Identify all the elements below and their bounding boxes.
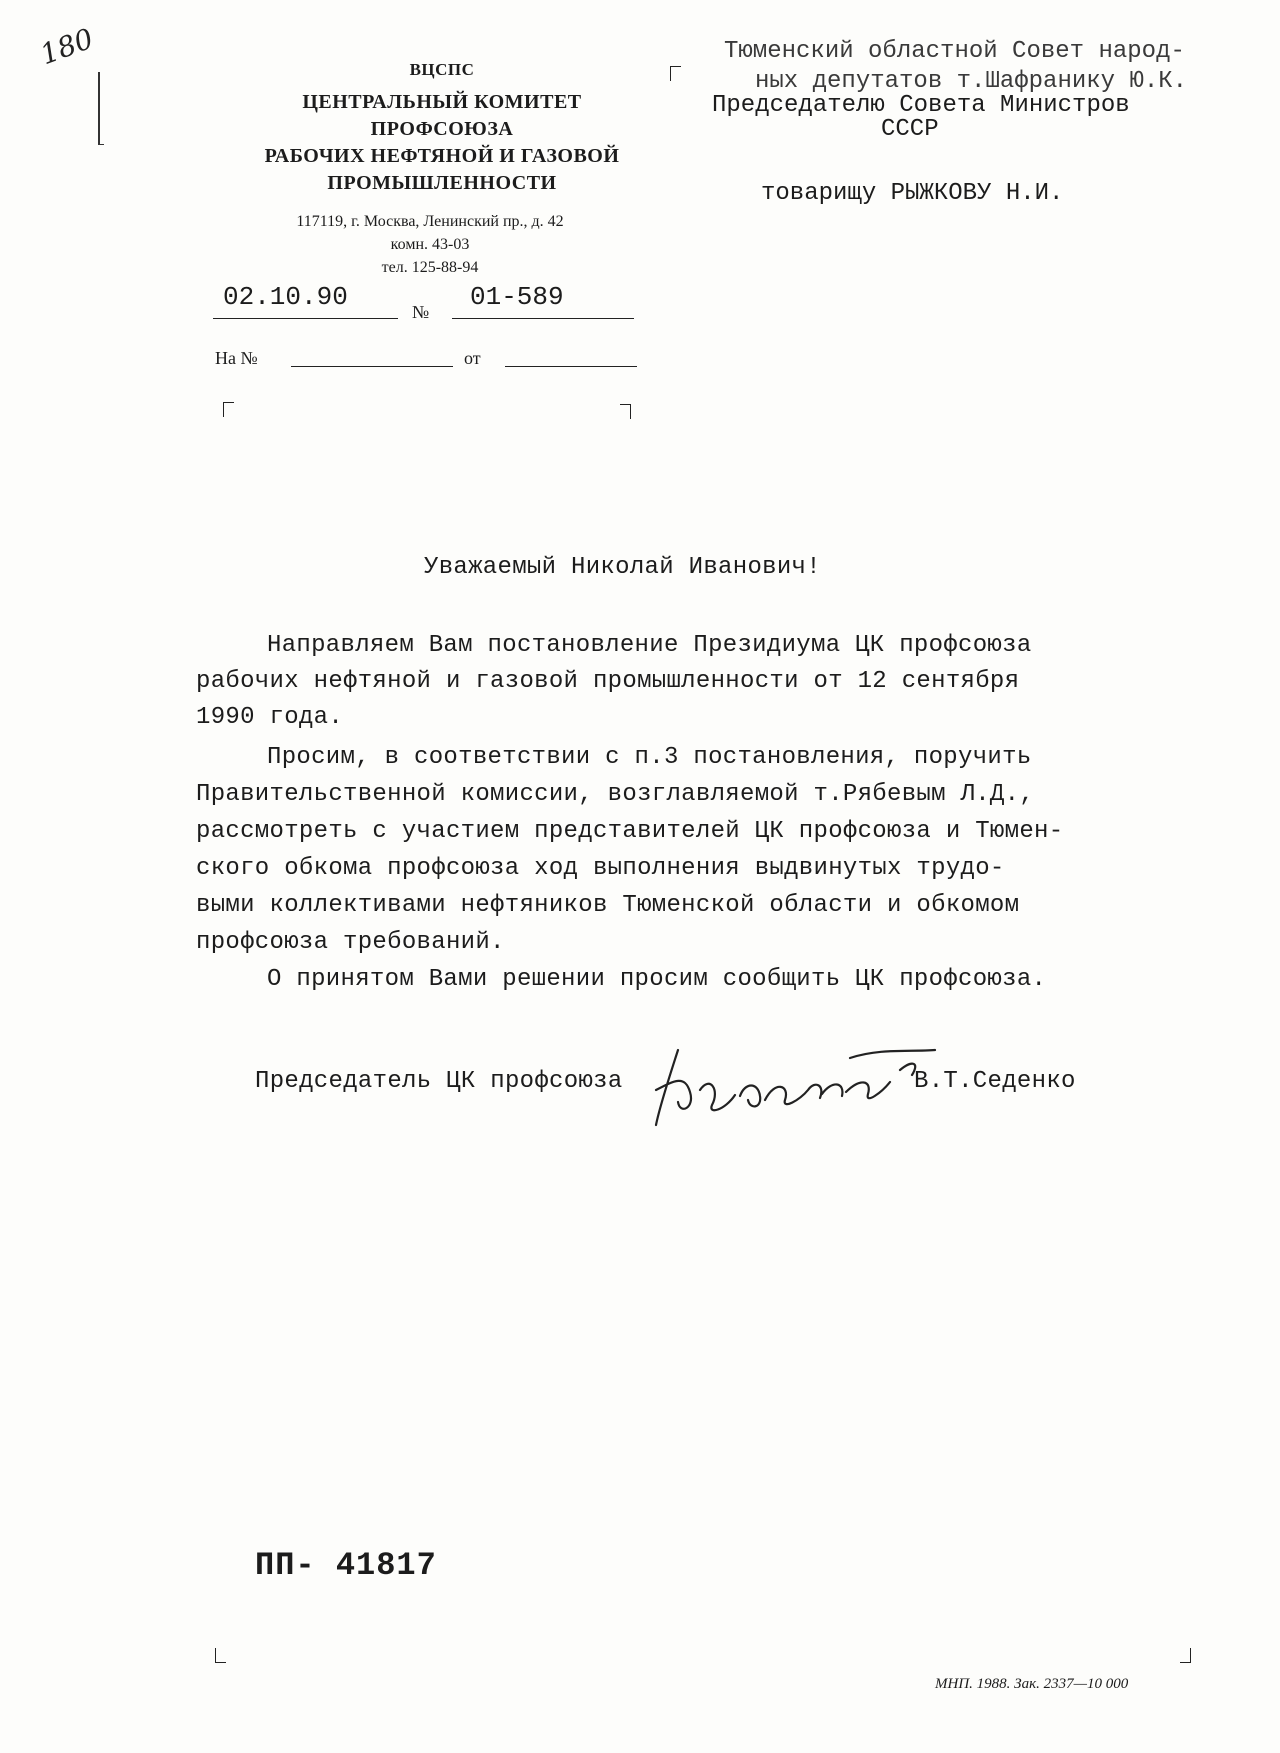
paragraph-1-line-1: Направляем Вам постановление Президиума ЦК профсоюза [267, 632, 1032, 659]
corner-mark-top-left [223, 402, 234, 417]
org-phone: тел. 125-88-94 [381, 259, 479, 276]
org-name-line-4: ПРОМЫШЛЕННОСТИ [327, 172, 557, 194]
signatory-title: Председатель ЦК профсоюза [255, 1068, 623, 1095]
number-underline [452, 318, 634, 319]
handwritten-mark: 180 [35, 21, 98, 72]
paragraph-2-line-4: ского обкома профсоюза ход выполнения выдвинутых трудо- [196, 855, 1005, 882]
number-label: № [412, 302, 430, 322]
org-name-line-1: ЦЕНТРАЛЬНЫЙ КОМИТЕТ [302, 91, 582, 113]
paragraph-2-line-6: профсоюза требований. [196, 929, 505, 956]
reply-from-label: от [464, 348, 481, 368]
paragraph-1-line-3: 1990 года. [196, 704, 344, 731]
corner-mark-top-right [620, 404, 631, 419]
document-date: 02.10.90 [223, 282, 348, 312]
corner-mark-addressee [670, 66, 681, 81]
addressee-line-3: товарищу РЫЖКОВУ Н.И. [761, 180, 1064, 207]
reply-to-underline [291, 366, 453, 367]
registration-number: ПП- 41817 [255, 1547, 437, 1584]
org-address: 117119, г. Москва, Ленинский пр., д. 42 [296, 213, 564, 230]
reply-to-label: На № [215, 348, 258, 368]
corner-mark-bottom-right [1180, 1648, 1191, 1663]
paragraph-2-line-2: Правительственной комиссии, возглавляемой т.Рябевым Л.Д., [196, 781, 1035, 808]
printer-imprint: МНП. 1988. Зак. 2337—10 000 [935, 1676, 1129, 1692]
signatory-name: В.Т.Седенко [914, 1068, 1076, 1095]
addressee-line-1: Председателю Совета Министров [712, 92, 1130, 119]
paragraph-2-line-1: Просим, в соответствии с п.3 постановления, поручить [267, 744, 1032, 771]
corner-mark-bottom-left [215, 1648, 226, 1663]
org-abbreviation: ВЦСПС [409, 60, 475, 79]
org-room: комн. 43-03 [390, 236, 470, 253]
document-number: 01-589 [470, 282, 564, 312]
date-underline [213, 318, 398, 319]
addressee-line-2: СССР [881, 116, 939, 143]
org-name-line-3: РАБОЧИХ НЕФТЯНОЙ И ГАЗОВОЙ [264, 145, 620, 167]
paragraph-2-line-5: выми коллективами нефтяников Тюменской области и обкомом [196, 892, 1020, 919]
paragraph-2-line-3: рассмотреть с участием представителей ЦК профсоюза и Тюмен- [196, 818, 1064, 845]
margin-bracket [98, 72, 104, 145]
reply-from-underline [505, 366, 637, 367]
copy-recipient-line-1: Тюменский областной Совет народ- [724, 38, 1185, 65]
paragraph-1-line-2: рабочих нефтяной и газовой промышленности от 12 сентября [196, 668, 1020, 695]
copy-recipient-line-2: ных депутатов т.Шафранику Ю.К. [755, 68, 1188, 95]
salutation: Уважаемый Николай Иванович! [424, 554, 821, 581]
paragraph-3-line-1: О принятом Вами решении просим сообщить ЦК профсоюза. [267, 966, 1047, 993]
org-name-line-2: ПРОФСОЮЗА [370, 118, 514, 140]
